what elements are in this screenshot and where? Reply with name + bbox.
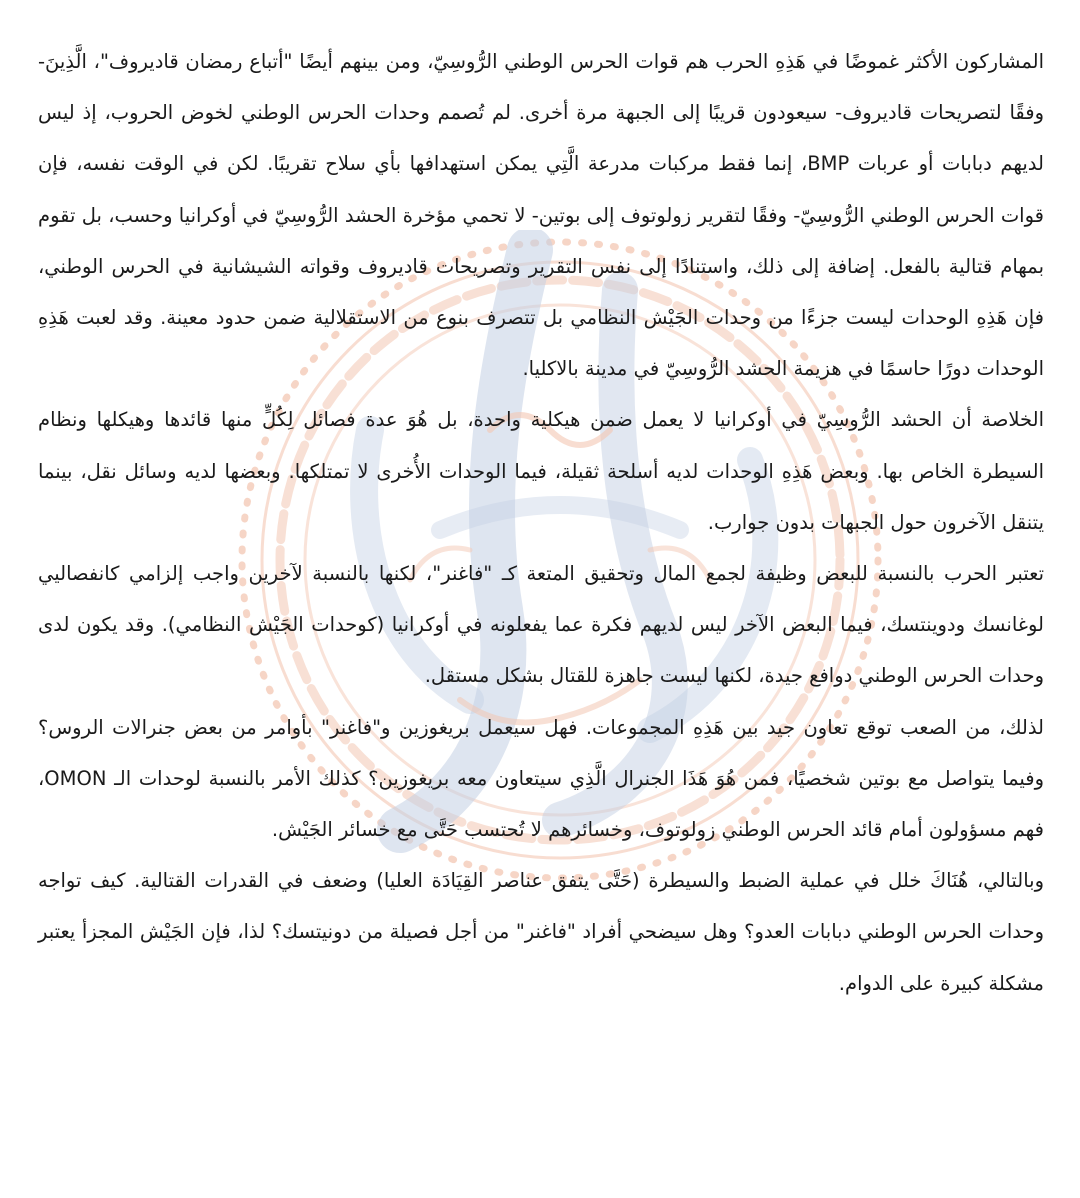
article-paragraph: تعتبر الحرب بالنسبة للبعض وظيفة لجمع المال وتحقيق المتعة كـ "فاغنر"، لكنها بالنسبة لآخرين واجب إلزامي كانفصاليي لوغانسك ودوينتسك، فيما البعض الآخر ليس لديهم فكرة عما يفعلونه في أوكرانيا (كوحدات الجَيْش النظامي). وقد يكون لدى وحدات الحرس الوطني دوافع جيدة، لكنها ليست جاهزة للقتال بشكل مستقل. bbox=[38, 562, 1044, 688]
article-paragraph: المشاركون الأكثر غموضًا في هَذِهِ الحرب هم قوات الحرس الوطني الرُّوسِيّ، ومن بينهم أيضًا "أتباع رمضان قاديروف"، الَّذِينَ- وفقًا لتصريحات قاديروف- سيعودون قريبًا إلى الجبهة مرة أخرى. لم تُصمم وحدات الحرس الوطني لخوض الحروب، إذ ليس لديهم دبابات أو عربات BMP، إنما فقط مركبات مدرعة الَّتِي يمكن استهدافها بأي سلاح تقريبًا. لكن في الوقت نفسه، فإن قوات الحرس الوطني الرُّوسِيّ- وفقًا لتقرير زولوتوف إلى بوتين- لا تحمي مؤخرة الحشد الرُّوسِيّ في أوكرانيا وحسب، بل تقوم بمهام قتالية بالفعل. إضافة إلى ذلك، واستنادًا إلى نفس التقرير وتصريحات قاديروف وقواته الشيشانية في الحرس الوطني، فإن هَذِهِ الوحدات ليست جزءًا من وحدات الجَيْش النظامي بل تتصرف بنوع من الاستقلالية ضمن حدود معينة. وقد لعبت هَذِهِ الوحدات دورًا حاسمًا في هزيمة الحشد الرُّوسِيّ في مدينة بالاكليا. bbox=[38, 50, 1044, 381]
article-paragraph: لذلك، من الصعب توقع تعاون جيد بين هَذِهِ المجموعات. فهل سيعمل بريغوزين و"فاغنر" بأوامر من بعض جنرالات الروس؟ وفيما يتواصل مع بوتين شخصيًا، فمن هُوَ هَذَا الجنرال الَّذِي سيتعاون معه بريغوزين؟ كذلك الأمر بالنسبة لوحدات الـ OMON، فهم مسؤولون أمام قائد الحرس الوطني زولوتوف، وخسائرهم لا تُحتسب حَتَّى مع خسائر الجَيْش. bbox=[38, 715, 1044, 842]
article-paragraph: الخلاصة أن الحشد الرُّوسِيّ في أوكرانيا لا يعمل ضمن هيكلية واحدة، بل هُوَ عدة فصائل لِكُلٍّ منها قائدها وهيكلها ونظام السيطرة الخاص بها. وبعض هَذِهِ الوحدات لديه أسلحة ثقيلة، فيما الوحدات الأُخرى لا تمتلكها. وبعضها لديه وسائل نقل، بينما يتنقل الآخرون حول الجبهات بدون جوارب. bbox=[38, 408, 1044, 534]
article-paragraph: وبالتالي، هُنَاكَ خلل في عملية الضبط والسيطرة (حَتَّى يتفق عناصر القِيَادَة العليا) وضعف في القدرات القتالية. كيف تواجه وحدات الحرس الوطني دبابات العدو؟ وهل سيضحي أفراد "فاغنر" من أجل فصيلة من دونيتسك؟ لذا، فإن الجَيْش المجزأ يعتبر مشكلة كبيرة على الدوام. bbox=[38, 869, 1044, 995]
